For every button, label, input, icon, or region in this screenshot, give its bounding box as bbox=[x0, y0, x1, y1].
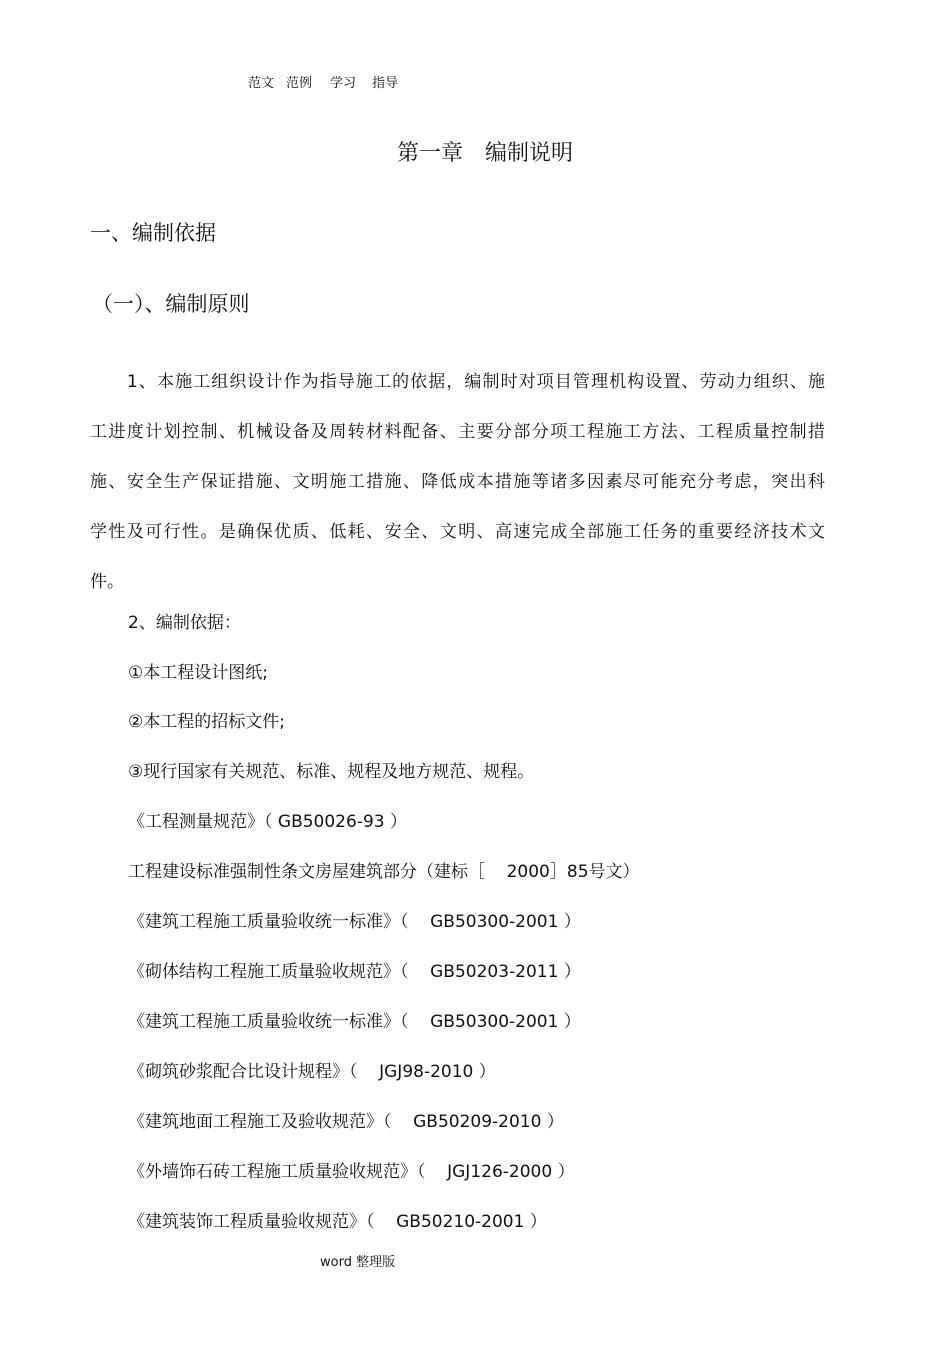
chapter-number: 第一章 bbox=[396, 141, 463, 166]
paragraph-line: 工进度计划控制、机械设备及周转材料配备、主要分部分项工程施工方法、工程质量控制措 bbox=[90, 422, 825, 442]
basis-item: 《砌筑砂浆配合比设计规程》（ JGJ98-2010 ） bbox=[128, 1062, 496, 1082]
basis-item: 《建筑地面工程施工及验收规范》（ GB50209-2010 ） bbox=[128, 1112, 564, 1132]
basis-item: 《工程测量规范》（ GB50026-93 ） bbox=[128, 812, 407, 832]
header-word-4: 指导 bbox=[372, 76, 399, 91]
basis-item: 《建筑工程施工质量验收统一标准》（ GB50300-2001 ） bbox=[128, 1012, 581, 1032]
basis-item: 工程建设标准强制性条文房屋建筑部分（建标［ 2000］85号文） bbox=[128, 862, 640, 882]
header-word-1: 范文 bbox=[248, 76, 275, 91]
basis-item: 《建筑装饰工程质量验收规范》（ GB50210-2001 ） bbox=[128, 1212, 547, 1232]
page-header bbox=[248, 72, 410, 91]
chapter-title bbox=[0, 136, 950, 167]
basis-item: ②本工程的招标文件; bbox=[128, 712, 285, 732]
basis-item: ①本工程设计图纸; bbox=[128, 663, 268, 683]
paragraph-line: 学性及可行性。是确保优质、低耗、安全、文明、高速完成全部施工任务的重要经济技术文 bbox=[90, 522, 825, 542]
header-word-2: 范例 bbox=[286, 76, 313, 91]
basis-item: 《建筑工程施工质量验收统一标准》（ GB50300-2001 ） bbox=[128, 912, 581, 932]
section-heading-1: 一、编制依据 bbox=[90, 221, 216, 245]
chapter-name: 编制说明 bbox=[485, 141, 574, 166]
basis-item: 《外墙饰石砖工程施工质量验收规范》（ JGJ126-2000 ） bbox=[128, 1162, 575, 1182]
paragraph-line: 施、安全生产保证措施、文明施工措施、降低成本措施等诸多因素尽可能充分考虑，突出科 bbox=[90, 472, 825, 492]
paragraph-line: 1、本施工组织设计作为指导施工的依据，编制时对项目管理机构设置、劳动力组织、施 bbox=[127, 372, 825, 392]
basis-title: 2、编制依据： bbox=[128, 613, 241, 633]
page-footer: word 整理版 bbox=[320, 1255, 396, 1270]
basis-item: ③现行国家有关规范、标准、规程及地方规范、规程。 bbox=[128, 762, 535, 782]
header-word-3: 学习 bbox=[330, 76, 357, 91]
principle-paragraph bbox=[90, 357, 825, 607]
section-heading-1-1: （一）、编制原则 bbox=[92, 292, 250, 316]
basis-item: 《砌体结构工程施工质量验收规范》（ GB50203-2011 ） bbox=[128, 962, 581, 982]
paragraph-line: 件。 bbox=[90, 572, 124, 592]
